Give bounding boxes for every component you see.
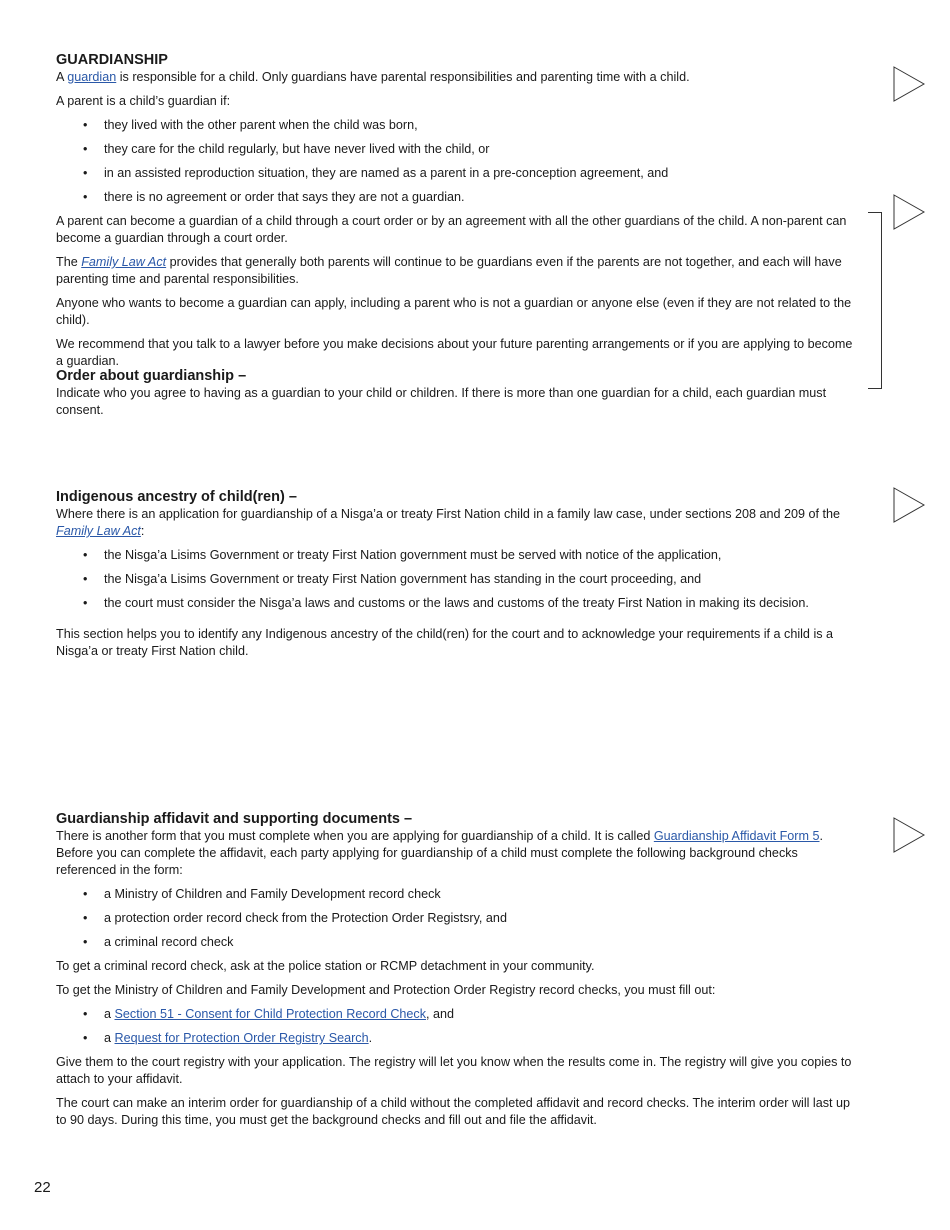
forms-list bbox=[56, 1006, 856, 1047]
criminal-check-paragraph: To get a criminal record check, ask at the police station or RCMP detachment in your community. bbox=[56, 959, 595, 973]
guardian-definition: A guardian is responsible for a child. Only guardians have parental responsibilities and parenting time with a child. bbox=[56, 70, 690, 84]
indigenous-intro: Where there is an application for guardianship of a Nisga’a or treaty First Nation child in a family law case, under sections 208 and 209 of the Family Law Act: bbox=[56, 507, 841, 538]
indigenous-section-purpose: This section helps you to identify any Indigenous ancestry of the child(ren) for the court and to acknowledge your requirements if a child is a Nisga’a or treaty First Nation child. bbox=[56, 627, 834, 658]
arrow-right-icon bbox=[893, 817, 925, 853]
list-item: • the Nisga’a Lisims Government or treaty First Nation government must be served with notice of the application, bbox=[83, 548, 722, 562]
affidavit-intro: There is another form that you must complete when you are applying for guardianship of a child. It is called Guardianship Affidavit Form 5. Before you can complete the affidavit, each party applying for guardianship of a child must complete the following background checks referenced in the form: bbox=[56, 829, 823, 877]
guardianship-heading: GUARDIANSHIP bbox=[56, 52, 168, 68]
registry-paragraph: Give them to the court registry with your application. The registry will let you know when the results come in. The registry will give you copies to attach to your affidavit. bbox=[56, 1055, 852, 1086]
list-item: • a protection order record check from the Protection Order Regists​ry, and bbox=[83, 911, 507, 925]
affidavit-heading: Guardianship affidavit and supporting documents – bbox=[56, 811, 413, 827]
indigenous-heading: Indigenous ancestry of child(ren) – bbox=[56, 489, 297, 505]
background-checks-list bbox=[56, 886, 856, 951]
parent-guardian-intro: A parent is a child’s guardian if: bbox=[56, 94, 231, 108]
arrow-right-icon bbox=[893, 194, 925, 230]
anyone-apply-paragraph: Anyone who wants to become a guardian can apply, including a parent who is not a guardian or anyone else (even if they are not related to the child). bbox=[56, 296, 852, 327]
record-checks-paragraph: To get the Ministry of Children and Family Development and Protection Order Registry record checks, you must fill out: bbox=[56, 983, 716, 997]
section-51-consent-link[interactable]: Section 51 - Consent for Child Protection Record Check bbox=[114, 1007, 427, 1021]
arrow-right-icon bbox=[893, 66, 925, 102]
family-law-act-link-2[interactable]: Family Law Act bbox=[56, 524, 141, 538]
order-instructions: Indicate who you agree to having as a guardian to your child or children. If there is more than one guardian for a child, each guardian must consent. bbox=[56, 386, 827, 417]
indigenous-section bbox=[56, 488, 856, 667]
order-heading: Order about guardianship – bbox=[56, 368, 247, 384]
list-item: • the Nisga’a Lisims Government or treaty First Nation government has standing in the court proceeding, and bbox=[83, 572, 702, 586]
list-item: • they care for the child regularly, but have never lived with the child, or bbox=[83, 142, 490, 156]
affidavit-section bbox=[56, 810, 856, 1136]
family-law-act-link[interactable]: Family Law Act bbox=[81, 255, 167, 269]
indigenous-requirements-list bbox=[56, 547, 856, 612]
family-law-act-paragraph: The Family Law Act provides that generally both parents will continue to be guardians even if the parents are not together, and each will have parenting time and parental responsibilities. bbox=[56, 255, 842, 286]
page-number: 22 bbox=[34, 1179, 51, 1196]
list-item: • they lived with the other parent when the child was born, bbox=[83, 118, 418, 132]
lawyer-recommendation-paragraph: We recommend that you talk to a lawyer before you make decisions about your future parenting arrangements or if you are applying to become a guardian. bbox=[56, 337, 853, 368]
list-item: • a Request for Protection Order Registry Search. bbox=[83, 1031, 373, 1045]
become-guardian-paragraph: A parent can become a guardian of a child through a court order or by an agreement with all the other guardians of the child. A non-parent can become a guardian through a court order. bbox=[56, 214, 847, 245]
guardianship-affidavit-link[interactable]: Guardianship Affidavit Form 5 bbox=[653, 829, 820, 843]
list-item: • the court must consider the Nisga’a laws and customs or the laws and customs of the treaty First Nation in making its decision. bbox=[83, 596, 809, 610]
guardian-link[interactable]: guardian bbox=[67, 70, 117, 84]
arrow-right-icon bbox=[893, 487, 925, 523]
order-section bbox=[56, 367, 856, 426]
interim-order-paragraph: The court can make an interim order for guardianship of a child without the completed affidavit and record checks. The interim order will last up to 90 days. During this time, you must get the background checks and fill out and file the affidavit. bbox=[56, 1096, 851, 1127]
list-item: • there is no agreement or order that says they are not a guardian. bbox=[83, 190, 465, 204]
list-item: • a Section 51 - Consent for Child Protection Record Check, and bbox=[83, 1007, 455, 1021]
list-item: • in an assisted reproduction situation, they are named as a parent in a pre-conception agreement, and bbox=[83, 166, 669, 180]
section-bracket bbox=[868, 212, 882, 389]
list-item: • a criminal record check bbox=[83, 935, 234, 949]
guardianship-section bbox=[56, 51, 856, 377]
protection-order-search-link[interactable]: Request for Protection Order Registry Search bbox=[114, 1031, 369, 1045]
guardian-conditions-list bbox=[56, 117, 856, 206]
list-item: • a Ministry of Children and Family Development record check bbox=[83, 887, 441, 901]
